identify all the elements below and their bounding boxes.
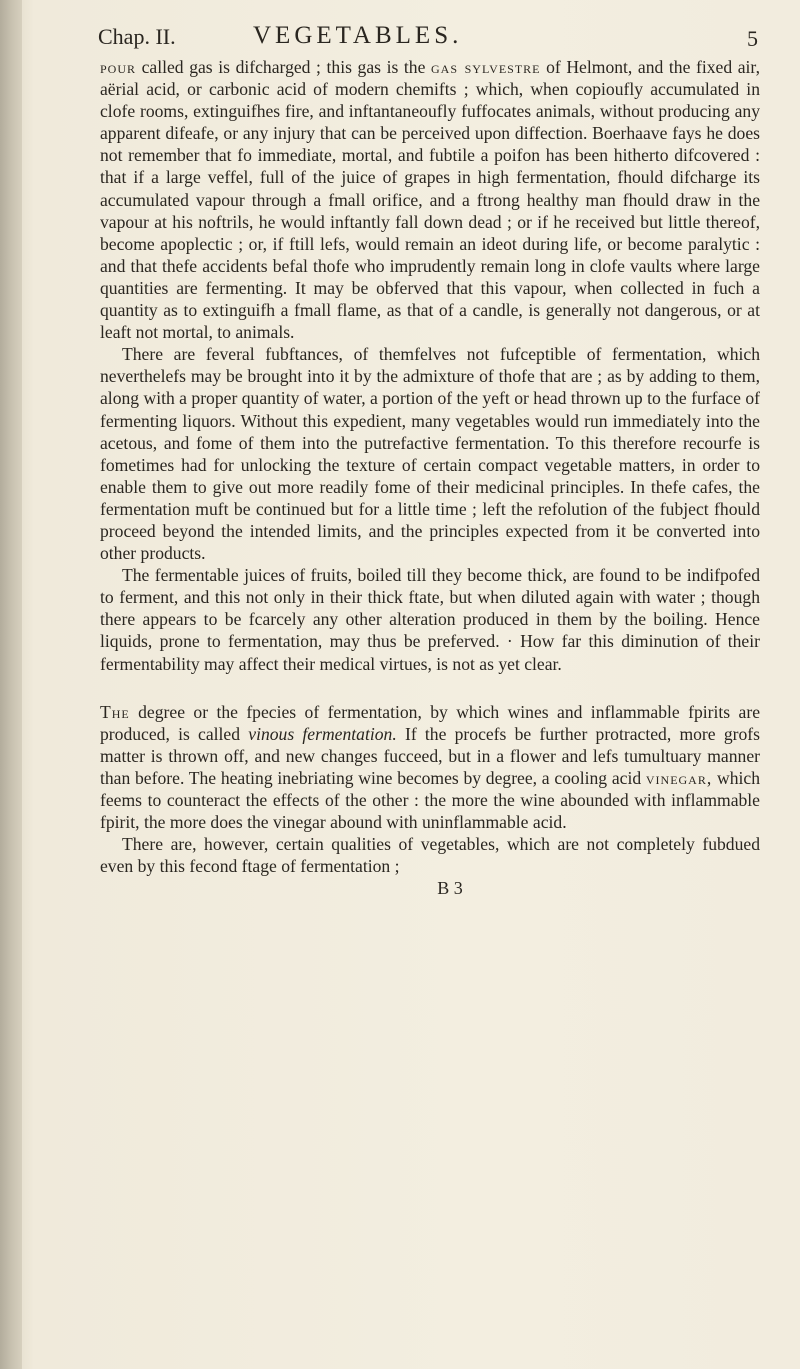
paragraph-1 [100, 56, 760, 343]
paragraph-text-end: which feems to counteract the effects of the other : the more the wine abounded with inflammable fpirit, the more does the vinegar abound with uninflammable acid. [100, 767, 760, 833]
paragraph-text-continued: If the procefs be further protracted, more grofs matter is thrown off, and new changes fucceed, but in a flower and lefs tumultuary manner than before. The heating inebriating wine becomes by degree, a cooling acid [100, 723, 760, 788]
paragraph-text: There are feveral fubftances, of themfelves not fufceptible of fermentation, which neverthelefs may be brought into it by the admixture of thofe that are ; as by adding to them, along with a proper quantity of water, a portion of the yeft or head thrown up to the furface of fermenting liquors. Without this expedient, many vegetables would run immediately into the acetous, and fome of them into the putrefactive fermentation. To this therefore recourfe is fometimes had for unlocking the texture of certain compact vegetable matters, in order to enable them to give out more readily fome of their medicinal principles. In thefe cafes, the fermentation muft be continued but for a little time ; left the refolution of the fubject fhould proceed beyond the intended limits, and the principles expected from it be converted into other products. [100, 344, 760, 564]
paragraph-5 [100, 833, 760, 877]
paragraph-2 [100, 343, 760, 564]
page-gutter-shadow [0, 0, 22, 1369]
paragraph-4 [100, 701, 760, 834]
chapter-label: Chap. II. [98, 24, 176, 49]
paragraph-text: The fermentable juices of fruits, boiled till they become thick, are found to be indifpofed to ferment, and this not only in their thick ftate, but when diluted again with water ; though there appears to be fcarcely any other alteration produced in them by the boiling. Hence liquids, prone to fermentation, may thus be preferved. · How far this diminution of their fermentability may affect their medical virtues, is not as yet clear. [100, 565, 760, 674]
paragraph-lead-word: pour [100, 57, 137, 77]
paragraph-text-continued: of Helmont, and the fixed air, aërial acid, or carbonic acid of modern chemifts ; which, when copioufly accumulated in clofe rooms, extinguifhes fire, and inftantaneoufly fuffocates animals, without producing any apparent difeafe, or any injury that can be perceived upon diffection. Boerhaave fays he does not remember that fo immediate, mortal, and fubtile a poifon has been hitherto difcovered : that if a large veffel, full of the juice of grapes in high fermentation, fhould difcharge its accumulated vapour through a fmall orifice, and a ftrong healthy man fhould draw in the vapour at his noftrils, he would inftantly fall down dead ; or if he received but little thereof, become apoplectic ; or, if ftill lefs, would remain an ideot during life, or become paralytic : and that thefe accidents befal thofe who imprudently remain long in clofe vaults where large quantities are fermenting. It may be obferved that this vapour, when collected in fuch a quantity as to extinguifh a fmall flame, as that of a candle, is generally not dangerous, or at leaft not mortal, to animals. [100, 57, 760, 343]
page-header [98, 18, 758, 58]
page-number: 5 [747, 26, 758, 51]
paragraph-text: degree or the fpecies of fermentation, by which wines and inflammable fpirits are produced, is called [100, 701, 760, 744]
paragraph-3 [100, 564, 760, 674]
page-body [100, 56, 760, 899]
paragraph-text: There are, however, certain qualities of vegetables, which are not completely fubdued even by this fecond ftage of fermentation ; [100, 834, 760, 877]
paragraph-lead-word: The [100, 701, 130, 722]
paragraph-text: called gas is difcharged ; this gas is the [136, 57, 432, 77]
signature-mark: B 3 [437, 878, 463, 899]
vinous-fermentation-term: vinous fermentation. [248, 723, 397, 744]
running-title: VEGETABLES. [253, 22, 463, 49]
vinegar-term: vinegar, [645, 767, 713, 788]
gas-sylvestre-term: gas sylvestre [431, 57, 541, 77]
